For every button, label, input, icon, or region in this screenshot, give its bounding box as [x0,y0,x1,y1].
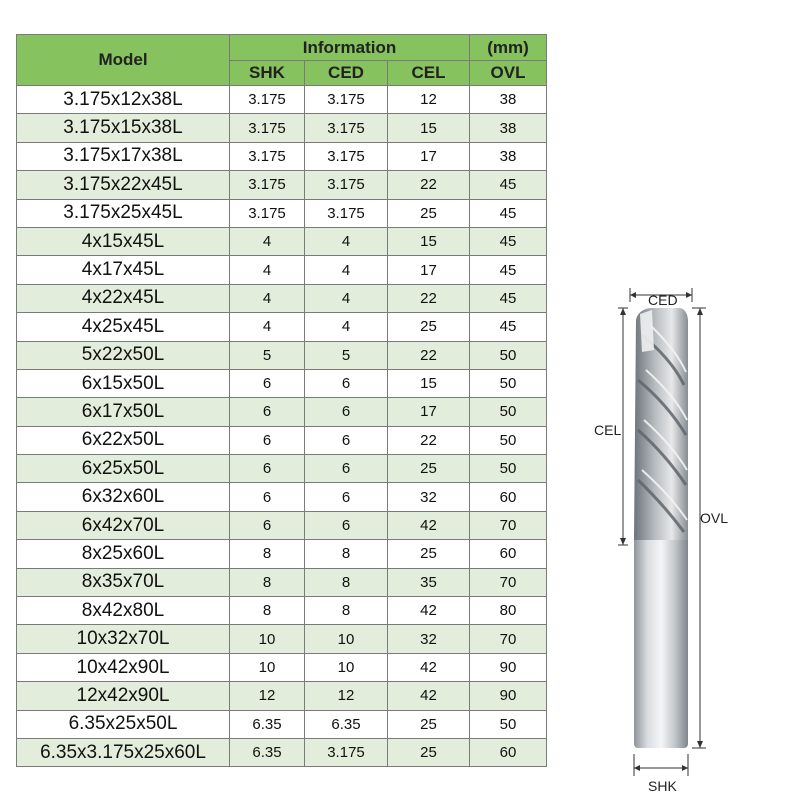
cell-ovl: 45 [470,227,547,255]
cell-ced: 3.175 [305,114,388,142]
cell-cel: 15 [388,114,470,142]
label-cel: CEL [594,422,622,438]
table-row [17,540,547,568]
tool-shank [634,530,688,748]
cell-ced: 4 [305,256,388,284]
cell-shk: 3.175 [230,86,305,114]
cell-shk: 5 [230,341,305,369]
cell-ovl: 45 [470,313,547,341]
cell-ovl: 70 [470,625,547,653]
cell-ovl: 38 [470,114,547,142]
cell-cel: 42 [388,682,470,710]
cell-model: 6x32x60L [17,483,230,511]
cell-ced: 5 [305,341,388,369]
cell-ced: 6 [305,483,388,511]
spec-table [16,34,547,767]
table-row [17,142,547,170]
cell-ced: 8 [305,597,388,625]
table-body [17,86,547,767]
cell-ced: 4 [305,227,388,255]
cell-ced: 6 [305,426,388,454]
cell-ovl: 50 [470,369,547,397]
cell-ced: 4 [305,313,388,341]
cell-model: 3.175x12x38L [17,86,230,114]
cell-ovl: 80 [470,597,547,625]
label-shk: SHK [648,778,677,794]
cell-shk: 10 [230,653,305,681]
cell-cel: 17 [388,398,470,426]
table-row [17,199,547,227]
table-row [17,568,547,596]
cell-shk: 3.175 [230,199,305,227]
cell-shk: 3.175 [230,171,305,199]
cell-cel: 25 [388,199,470,227]
cell-ovl: 60 [470,540,547,568]
cell-shk: 8 [230,597,305,625]
table-row [17,426,547,454]
cell-model: 6x25x50L [17,455,230,483]
cell-cel: 42 [388,511,470,539]
cell-ovl: 45 [470,171,547,199]
cell-ced: 12 [305,682,388,710]
cell-model: 3.175x15x38L [17,114,230,142]
cell-model: 4x22x45L [17,284,230,312]
cell-cel: 12 [388,86,470,114]
cell-ced: 3.175 [305,142,388,170]
cell-cel: 17 [388,256,470,284]
cell-ced: 3.175 [305,86,388,114]
cell-model: 6x17x50L [17,398,230,426]
cell-shk: 6 [230,455,305,483]
header-ced: CED [305,61,388,86]
cell-model: 6.35x25x50L [17,710,230,738]
cell-shk: 6.35 [230,738,305,766]
table-row [17,369,547,397]
header-ovl: OVL [470,61,547,86]
cell-cel: 15 [388,227,470,255]
cell-cel: 25 [388,540,470,568]
table-row [17,114,547,142]
cell-ovl: 45 [470,256,547,284]
cell-cel: 15 [388,369,470,397]
header-unit: (mm) [470,35,547,61]
cell-model: 3.175x17x38L [17,142,230,170]
cell-shk: 3.175 [230,142,305,170]
cell-shk: 3.175 [230,114,305,142]
cell-ced: 3.175 [305,171,388,199]
cell-ovl: 90 [470,682,547,710]
header-row-top [17,35,547,61]
cell-model: 3.175x25x45L [17,199,230,227]
cell-model: 6x22x50L [17,426,230,454]
cell-model: 4x17x45L [17,256,230,284]
cell-ovl: 70 [470,568,547,596]
table-row [17,455,547,483]
cell-model: 8x25x60L [17,540,230,568]
cell-ovl: 45 [470,199,547,227]
cell-ovl: 60 [470,483,547,511]
table-row [17,284,547,312]
cell-model: 6x42x70L [17,511,230,539]
cell-ced: 6.35 [305,710,388,738]
cell-ovl: 50 [470,398,547,426]
table-row [17,625,547,653]
cell-model: 3.175x22x45L [17,171,230,199]
cell-ced: 3.175 [305,199,388,227]
cell-shk: 6.35 [230,710,305,738]
cell-ovl: 50 [470,341,547,369]
cell-ovl: 70 [470,511,547,539]
table-row [17,398,547,426]
header-shk: SHK [230,61,305,86]
table-row [17,313,547,341]
cell-model: 4x25x45L [17,313,230,341]
cell-ovl: 90 [470,653,547,681]
table-row [17,710,547,738]
cell-cel: 25 [388,455,470,483]
table-row [17,511,547,539]
cell-ovl: 50 [470,710,547,738]
label-ovl: OVL [700,510,729,526]
header-information: Information [230,35,470,61]
cell-ovl: 60 [470,738,547,766]
cell-cel: 32 [388,483,470,511]
table-row [17,738,547,766]
cell-model: 10x32x70L [17,625,230,653]
end-mill-illustration [580,280,800,800]
cell-ovl: 50 [470,426,547,454]
cell-ovl: 50 [470,455,547,483]
cell-ovl: 38 [470,86,547,114]
cell-shk: 6 [230,511,305,539]
cell-ced: 6 [305,511,388,539]
cell-shk: 4 [230,227,305,255]
cell-cel: 25 [388,313,470,341]
cell-shk: 12 [230,682,305,710]
cell-ced: 3.175 [305,738,388,766]
cell-ovl: 45 [470,284,547,312]
table-row [17,483,547,511]
cell-cel: 17 [388,142,470,170]
cell-cel: 25 [388,710,470,738]
cell-model: 6.35x3.175x25x60L [17,738,230,766]
cell-model: 10x42x90L [17,653,230,681]
table-row [17,256,547,284]
cell-ced: 6 [305,455,388,483]
cell-cel: 35 [388,568,470,596]
cell-ced: 10 [305,625,388,653]
cell-cel: 42 [388,597,470,625]
cell-cel: 42 [388,653,470,681]
header-cel: CEL [388,61,470,86]
cell-ced: 6 [305,369,388,397]
table-row [17,682,547,710]
cell-ced: 4 [305,284,388,312]
cell-shk: 8 [230,540,305,568]
table-row [17,341,547,369]
label-ced: CED [648,292,678,308]
cell-cel: 25 [388,738,470,766]
cell-shk: 4 [230,284,305,312]
end-mill-diagram [580,280,800,800]
cell-model: 12x42x90L [17,682,230,710]
cell-shk: 4 [230,313,305,341]
cell-model: 8x35x70L [17,568,230,596]
cell-cel: 22 [388,171,470,199]
cell-shk: 6 [230,483,305,511]
table-row [17,171,547,199]
cell-shk: 8 [230,568,305,596]
cell-ced: 10 [305,653,388,681]
cell-cel: 32 [388,625,470,653]
header-model: Model [17,35,230,86]
table-row [17,86,547,114]
cell-model: 5x22x50L [17,341,230,369]
cell-cel: 22 [388,426,470,454]
cell-ced: 8 [305,568,388,596]
cell-shk: 6 [230,369,305,397]
table-row [17,227,547,255]
cell-shk: 6 [230,426,305,454]
cell-model: 6x15x50L [17,369,230,397]
cell-shk: 4 [230,256,305,284]
cell-ced: 8 [305,540,388,568]
cell-ced: 6 [305,398,388,426]
cell-model: 4x15x45L [17,227,230,255]
table-row [17,597,547,625]
cell-shk: 6 [230,398,305,426]
cell-model: 8x42x80L [17,597,230,625]
cell-ovl: 38 [470,142,547,170]
cell-cel: 22 [388,284,470,312]
table-row [17,653,547,681]
tool-tip [640,310,654,352]
cell-shk: 10 [230,625,305,653]
cell-cel: 22 [388,341,470,369]
